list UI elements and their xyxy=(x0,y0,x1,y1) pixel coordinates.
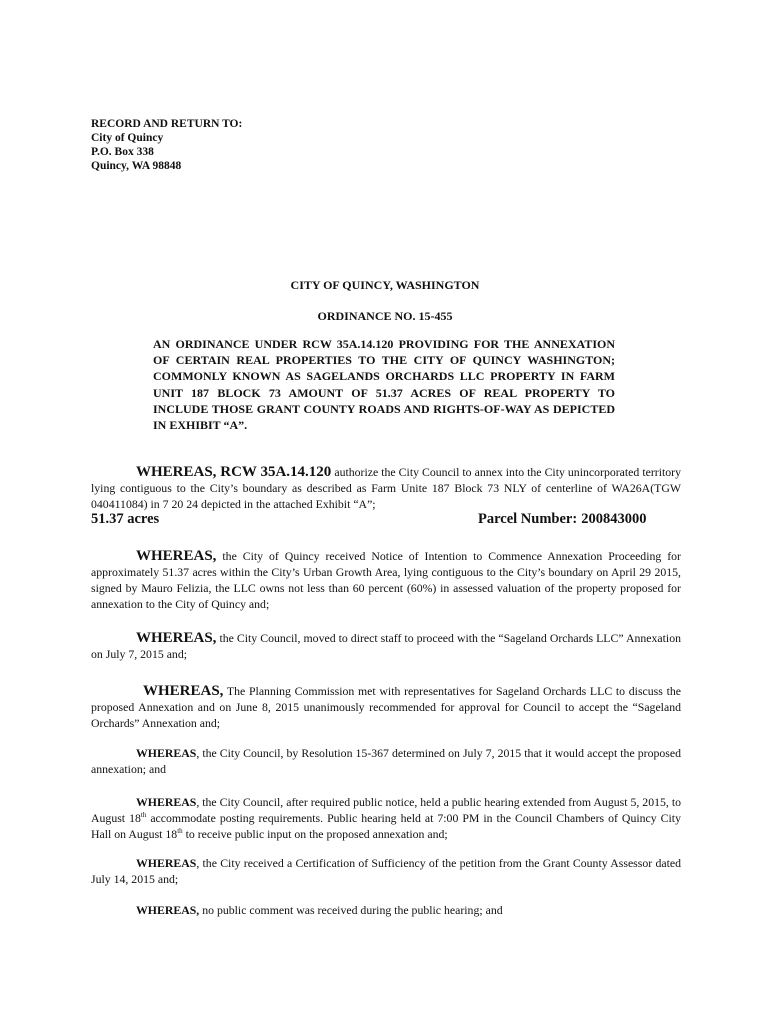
paragraph-text: accommodate posting requirements. Public hearing held at 7:00 PM in the Council Chambers of Quincy City Hall on August 18 xyxy=(91,811,681,841)
whereas-paragraph-5 xyxy=(91,745,681,777)
record-line-1: City of Quincy xyxy=(91,132,164,144)
paragraph-text: the City of Quincy received Notice of Intention to Commence Annexation Proceeding for approximately 51.37 acres within the City’s Urban Growth Area, lying contiguous to the City’s boundary on April 29 2015, signed by Mauro Felizia, the LLC owns not less than 60 percent (60%) in assessed valuation of the property proposed for annexation to the City of Quincy and; xyxy=(91,549,681,611)
city-heading: CITY OF QUINCY, WASHINGTON xyxy=(290,278,480,292)
whereas-paragraph-7 xyxy=(91,855,681,887)
whereas-lead: WHEREAS, RCW 35A.14.120 xyxy=(136,464,332,480)
whereas-lead: WHEREAS, xyxy=(136,903,200,917)
ordinance-title: AN ORDINANCE UNDER RCW 35A.14.120 PROVIDING FOR THE ANNEXATION OF CERTAIN REAL PROPERTIES TO THE CITY OF QUINCY WASHINGTON; COMMONLY KNOWN AS SAGELANDS ORCHARDS LLC PROPERTY IN FARM UNIT 187 BLOCK 73 AMOUNT OF 51.37 ACRES OF REAL PROPERTY TO INCLUDE THOSE GRANT COUNTY ROADS AND RIGHTS-OF-WAY AS DEPICTED IN EXHIBIT “A”. xyxy=(153,337,615,433)
paragraph-text: The Planning Commission met with representatives for Sageland Orchards LLC to discuss the proposed Annexation and on June 8, 2015 unanimously recommended for approval for Council to accept the “Sageland Orchards” Annexation and; xyxy=(91,684,681,730)
whereas-lead: WHEREAS xyxy=(136,746,197,760)
acres-value: 51.37 acres xyxy=(91,511,160,527)
paragraph-text: , the City Council, after required public notice, held a public hearing extended from August 5, 2015, to August 18 xyxy=(91,795,681,825)
paragraph-text: the City Council, moved to direct staff to proceed with the “Sageland Orchards LLC” Annexation on July 7, 2015 and; xyxy=(91,631,681,661)
ordinal-suffix: th xyxy=(140,811,147,820)
parcel-number-value: 200843000 xyxy=(581,511,647,527)
whereas-paragraph-6 xyxy=(91,794,681,842)
whereas-paragraph-3 xyxy=(91,630,681,662)
paragraph-text: to receive public input on the proposed annexation and; xyxy=(182,827,448,841)
record-heading: RECORD AND RETURN TO: xyxy=(91,118,243,130)
parcel-label: Parcel Number: xyxy=(478,511,578,527)
ordinal-suffix: th xyxy=(177,827,183,836)
whereas-lead: WHEREAS, xyxy=(136,630,217,646)
whereas-paragraph-1 xyxy=(91,464,681,512)
record-and-return-block xyxy=(91,117,242,173)
ordinance-number: ORDINANCE NO. 15-455 xyxy=(317,309,453,323)
whereas-lead: WHEREAS, xyxy=(143,683,224,699)
paragraph-text: no public comment was received during the public hearing; and xyxy=(199,903,503,917)
paragraph-text: authorize the City Council to annex into the City unincorporated territory lying contiguous to the City’s boundary as described as Farm Unite 187 Block 73 NLY of centerline of WA26A(TGW 040411084) in 7 20 24 depicted in the attached Exhibit “A”; xyxy=(91,465,681,511)
parcel-number xyxy=(478,511,646,528)
paragraph-text: , the City received a Certification of Sufficiency of the petition from the Grant County Assessor dated July 14, 2015 and; xyxy=(91,856,681,886)
record-line-3: Quincy, WA 98848 xyxy=(91,160,182,172)
whereas-lead: WHEREAS xyxy=(136,856,197,870)
whereas-lead: WHEREAS xyxy=(136,795,197,809)
whereas-lead: WHEREAS, xyxy=(136,548,217,564)
whereas-paragraph-2 xyxy=(91,548,681,612)
record-line-2: P.O. Box 338 xyxy=(91,146,154,158)
paragraph-text: , the City Council, by Resolution 15-367 determined on July 7, 2015 that it would accept the proposed annexation; and xyxy=(91,746,681,776)
whereas-paragraph-8 xyxy=(91,902,681,918)
whereas-paragraph-4 xyxy=(91,683,681,731)
